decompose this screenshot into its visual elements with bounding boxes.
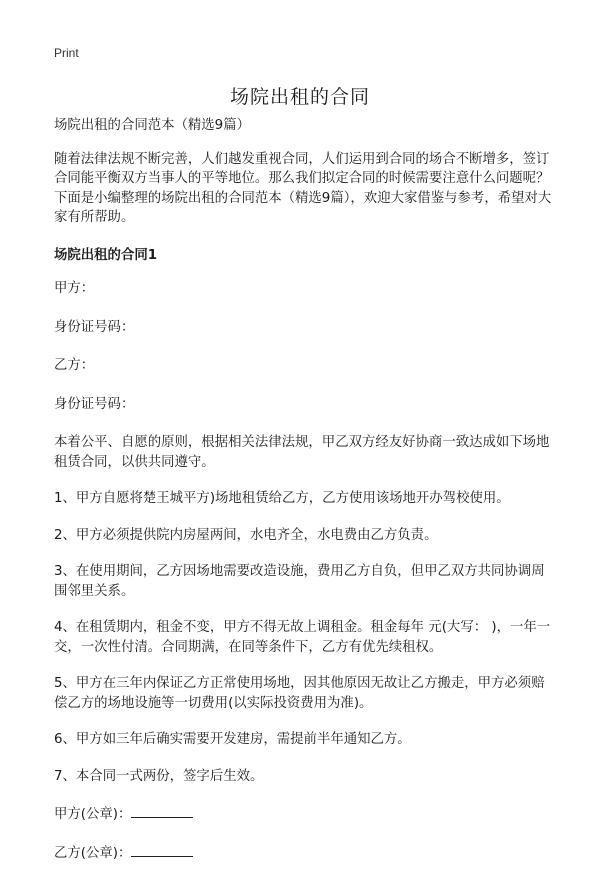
party-b-signature-blank [131, 842, 193, 857]
print-label: Print [54, 46, 79, 60]
section-heading: 场院出租的合同1 [54, 247, 158, 263]
document-subtitle: 场院出租的合同范本（精选9篇） [54, 118, 250, 133]
party-b-signature-row [54, 842, 554, 864]
preamble-paragraph: 本着公平、自愿的原则，根据相关法律法规，甲乙双方经友好协商一致达成如下场地租赁合同，以供共同遵守。 [54, 435, 550, 470]
party-b-id-field: 身份证号码： [54, 396, 135, 412]
clause-6: 6、甲方如三年后确实需要开发建房，需提前半年通知乙方。 [54, 732, 411, 747]
clause-1: 1、甲方自愿将楚王城平方)场地租赁给乙方，乙方使用该场地开办驾校使用。 [54, 491, 510, 506]
clause-4: 4、在租赁期内，租金不变，甲方不得无故上调租金。租金每年 元(大写： )，一年一交，一次性付清。合同期满，在同等条件下，乙方有优先续租权。 [54, 620, 551, 655]
clause-2: 2、甲方必须提供院内房屋两间，水电齐全，水电费由乙方负责。 [54, 527, 438, 543]
clause-7: 7、本合同一式两份，签字后生效。 [54, 768, 264, 784]
party-b-seal-label: 乙方(公章)： [54, 845, 132, 861]
party-b-field: 乙方： [54, 358, 95, 373]
document-title: 场院出租的合同 [229, 86, 370, 108]
party-a-id-field: 身份证号码： [54, 319, 135, 335]
party-a-signature-row [54, 803, 554, 825]
clause-3: 3、在使用期间，乙方因场地需要改造设施，费用乙方自负，但甲乙双方共同协调周围邻里关系。 [54, 564, 545, 599]
party-a-field: 甲方： [54, 281, 95, 296]
intro-paragraph: 随着法律法规不断完善，人们越发重视合同，人们运用到合同的场合不断增多，签订合同能平衡双方当事人的平等地位。那么我们拟定合同的时候需要注意什么问题呢？下面是小编整理的场院出租的合同范本（精选9篇），欢迎大家借鉴与参考，希望对大家有所帮助。 [54, 151, 552, 225]
clause-5: 5、甲方在三年内保证乙方正常使用场地，因其他原因无故让乙方搬走，甲方必须赔偿乙方的场地设施等一切费用(以实际投资费用为准)。 [54, 676, 545, 711]
party-a-seal-label: 甲方(公章)： [54, 807, 132, 822]
party-a-signature-blank [131, 803, 193, 818]
document-body [54, 116, 554, 880]
